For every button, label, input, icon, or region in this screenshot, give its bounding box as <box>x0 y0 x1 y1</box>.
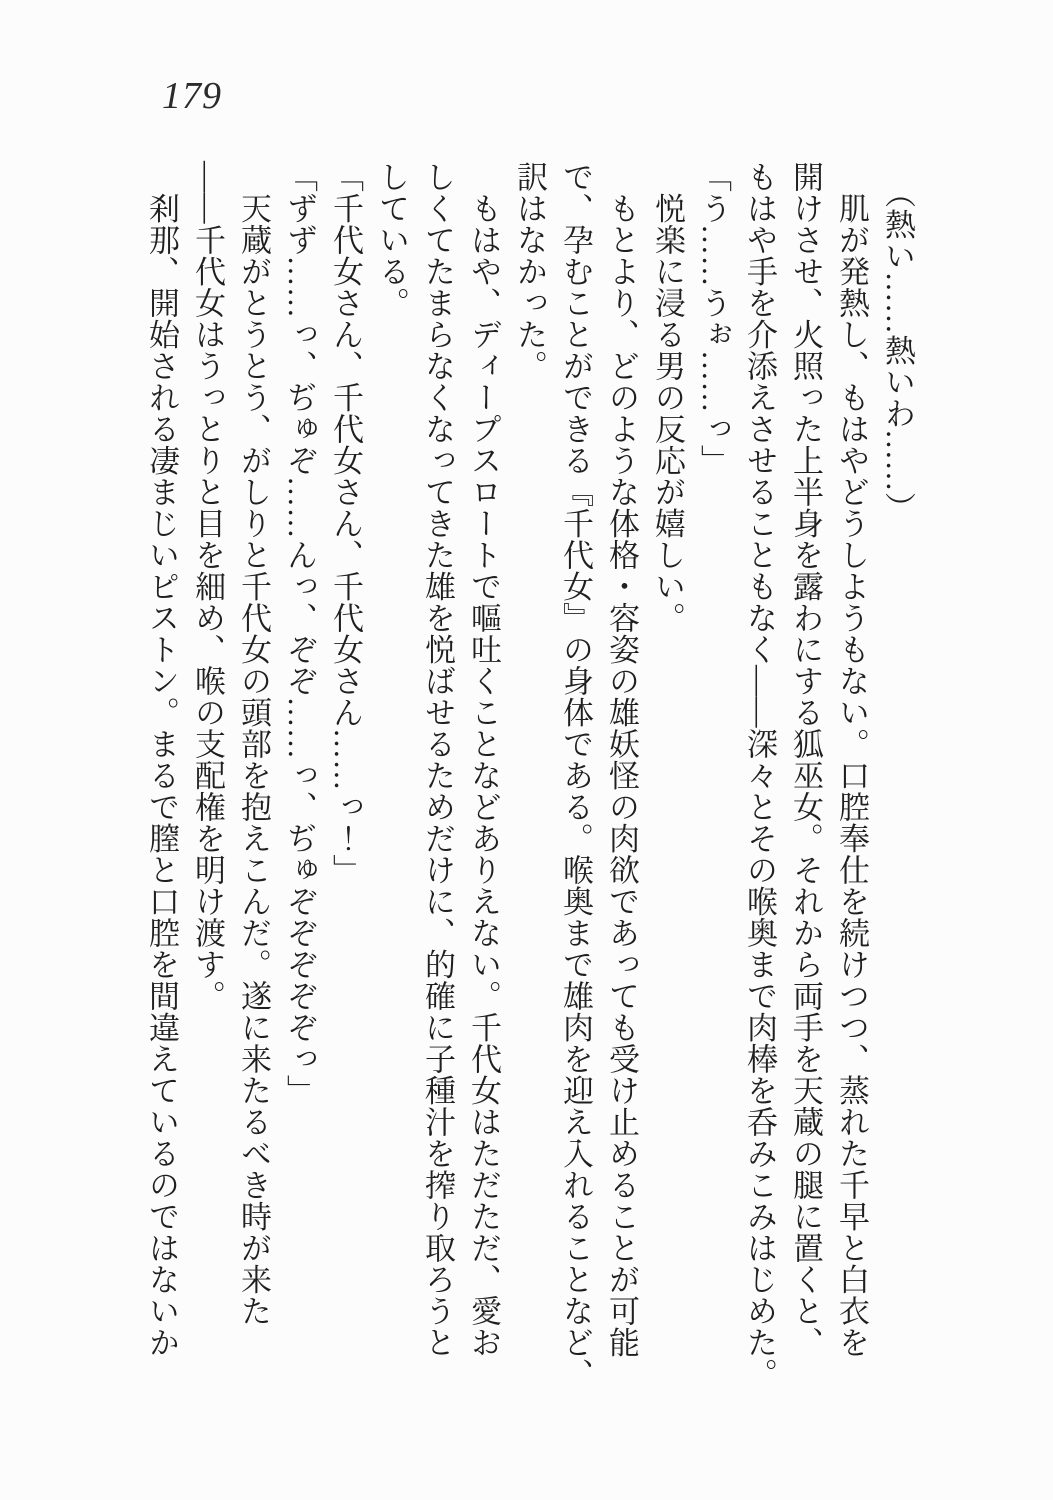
text-column: 「ずず……っ、ぢゅぞ……んっ、ぞぞ……っ、ぢゅぞぞぞぞぞっ」 <box>282 161 317 1106</box>
text-column: 「千代女さん、千代女さん、千代女さん……っ！」 <box>328 161 363 886</box>
vertical-text-block <box>138 161 920 1393</box>
text-column: もはや、ディープスロートで嘔吐くことなどありえない。千代女はただただ、愛お <box>466 161 501 1358</box>
text-column: 肌が発熱し、もはやどうしようもない。口腔奉仕を続けつつ、蒸れた千早と白衣を <box>834 161 869 1358</box>
text-column: （熱い……熱いわ……） <box>880 161 915 524</box>
text-column: 訳はなかった。 <box>512 161 547 382</box>
text-column: 天蔵がとうとう、がしりと千代女の頭部を抱えこんだ。遂に来たるべき時が来た <box>236 161 271 1327</box>
text-column: 開けさせ、火照った上半身を露わにする狐巫女。それから両手を天蔵の腿に置くと、 <box>788 161 823 1358</box>
text-column: しくてたまらなくなってきた雄を悦ばせるためだけに、的確に子種汁を搾り取ろうと <box>420 161 455 1358</box>
page-number: 179 <box>162 75 222 117</box>
text-column: 刹那、開始される凄まじいピストン。まるで膣と口腔を間違えているのではないか <box>144 161 179 1358</box>
text-column: している。 <box>374 161 409 319</box>
text-column: ――千代女はうっとりと目を細め、喉の支配権を明け渡す。 <box>190 161 225 1012</box>
text-column: で、孕むことができる『千代女』の身体である。喉奥まで雄肉を迎え入れることなど、 <box>558 161 593 1390</box>
text-column: 「う……うぉ……っ」 <box>696 161 731 476</box>
text-column: 悦楽に浸る男の反応が嬉しい。 <box>650 161 685 634</box>
text-column: もはや手を介添えさせることもなく――深々とその喉奥まで肉棒を呑みこみはじめた。 <box>742 161 777 1390</box>
text-column: もとより、どのような体格・容姿の雄妖怪の肉欲であっても受け止めることが可能 <box>604 161 639 1358</box>
